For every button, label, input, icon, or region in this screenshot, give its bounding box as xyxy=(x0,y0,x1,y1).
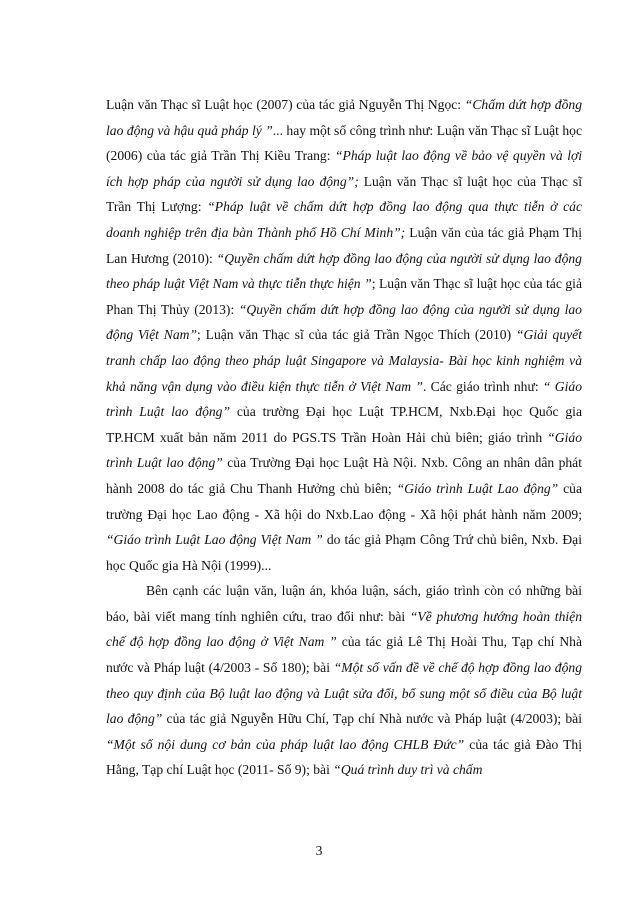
text-run: Luận văn Thạc sĩ luật học của Thạc sĩ Trần Thị Lượng: xyxy=(106,173,582,215)
cited-title: “Về phương hướng hoàn thiện chế độ hợp đồng lao động ở Việt Nam ” xyxy=(106,608,582,650)
cited-title: “Pháp luật lao động về bảo vệ quyền và lợi ích hợp pháp của người sử dụng lao động”; xyxy=(106,148,583,189)
cited-title: “Giáo trình Luật Lao động Việt Nam ” xyxy=(106,532,323,548)
cited-title: “Quyền chấm dứt hợp đồng lao động của người sử dụng lao động Việt Nam” xyxy=(106,301,582,343)
cited-title: “Pháp luật về chấm dứt hợp đồng lao động qua thực tiễn ở các doanh nghiệp trên địa bàn Thành phố Hồ Chí Minh”; xyxy=(106,199,582,240)
text-run: của trường Đại học Luật TP.HCM, Nxb.Đại học Quốc gia TP.HCM xuất bản năm 2011 do PGS.TS Trần Hoàn Hải chủ biên; giáo trình xyxy=(106,404,582,445)
cited-title: “Chấm dứt hợp đồng lao động và hậu quả pháp lý ” xyxy=(106,97,582,138)
text-run: của tác giả Nguyễn Hữu Chí, Tạp chí Nhà nước và Pháp luật (4/2003); bài xyxy=(162,711,582,727)
cited-title: “Một số vấn đề về chế độ hợp đồng lao động theo quy định của Bộ luật lao động và Luật sửa đổi, bổ sung một số điều của Bộ luật lao động” xyxy=(106,660,582,727)
text-run: ; Luận văn Thạc sĩ của tác giả Trần Ngọc Thích (2010) xyxy=(197,327,516,343)
text-run: của tác giả Lê Thị Hoài Thu, Tạp chí Nhà nước và Pháp luật (4/2003 - Số 180); bài xyxy=(106,634,582,676)
text-run: ... hay một số công trình như: Luận văn Thạc sĩ Luật học (2006) của tác giả Trần Thị Kiều Trang: xyxy=(106,122,582,164)
cited-title: “ Giáo trình Luật lao động” xyxy=(106,378,582,420)
text-run: của trường Đại học Lao động - Xã hội do Nxb.Lao động - Xã hội phát hành năm 2009; xyxy=(106,480,582,522)
body-text xyxy=(106,92,582,783)
text-run: Bên cạnh các luận văn, luận án, khóa luận, sách, giáo trình còn có những bài báo, bài viết mang tính nghiên cứu, trao đổi như: bài xyxy=(106,583,582,624)
cited-title: “Một số nội dung cơ bản của pháp luật lao động CHLB Đức” xyxy=(106,736,465,752)
text-run: Luận văn Thạc sĩ Luật học (2007) của tác giả Nguyễn Thị Ngọc: xyxy=(106,97,465,112)
paragraph-2 xyxy=(106,578,582,783)
text-run: của Trường Đại học Luật Hà Nội. Nxb. Công an nhân dân phát hành 2008 do tác giả Chu Thanh Hưởng chủ biên; xyxy=(106,455,582,496)
cited-title: “Quyền chấm dứt hợp đồng lao động của người sử dụng lao động theo pháp luật Việt Nam và thực tiễn thực hiện ” xyxy=(106,250,582,292)
cited-title: “Quá trình duy trì và chấm xyxy=(333,762,483,778)
text-run: do tác giả Phạm Công Trứ chủ biên, Nxb. Đại học Quốc gia Hà Nội (1999)... xyxy=(106,532,582,573)
cited-title: “Giáo trình Luật Lao động” xyxy=(396,480,559,496)
cited-title: “Giáo trình Luật lao động” xyxy=(106,429,582,471)
paragraph-1 xyxy=(106,92,582,578)
text-run: Luận văn của tác giả Phạm Thị Lan Hương (2010): xyxy=(106,224,582,266)
text-run: của tác giả Đào Thị Hằng, Tạp chí Luật học (2011- Số 9); bài xyxy=(106,736,582,778)
page-number: 3 xyxy=(315,843,323,858)
text-run: ; Luận văn Thạc sĩ luật học của tác giả Phan Thị Thủy (2013): xyxy=(106,276,582,317)
cited-title: “Giải quyết tranh chấp lao động theo pháp luật Singapore và Malaysia- Bài học kinh nghiệm và khả năng vận dụng vào điều kiện thực tiễn ở Việt Nam ” xyxy=(106,327,582,394)
text-run: . Các giáo trình như: xyxy=(422,378,543,394)
